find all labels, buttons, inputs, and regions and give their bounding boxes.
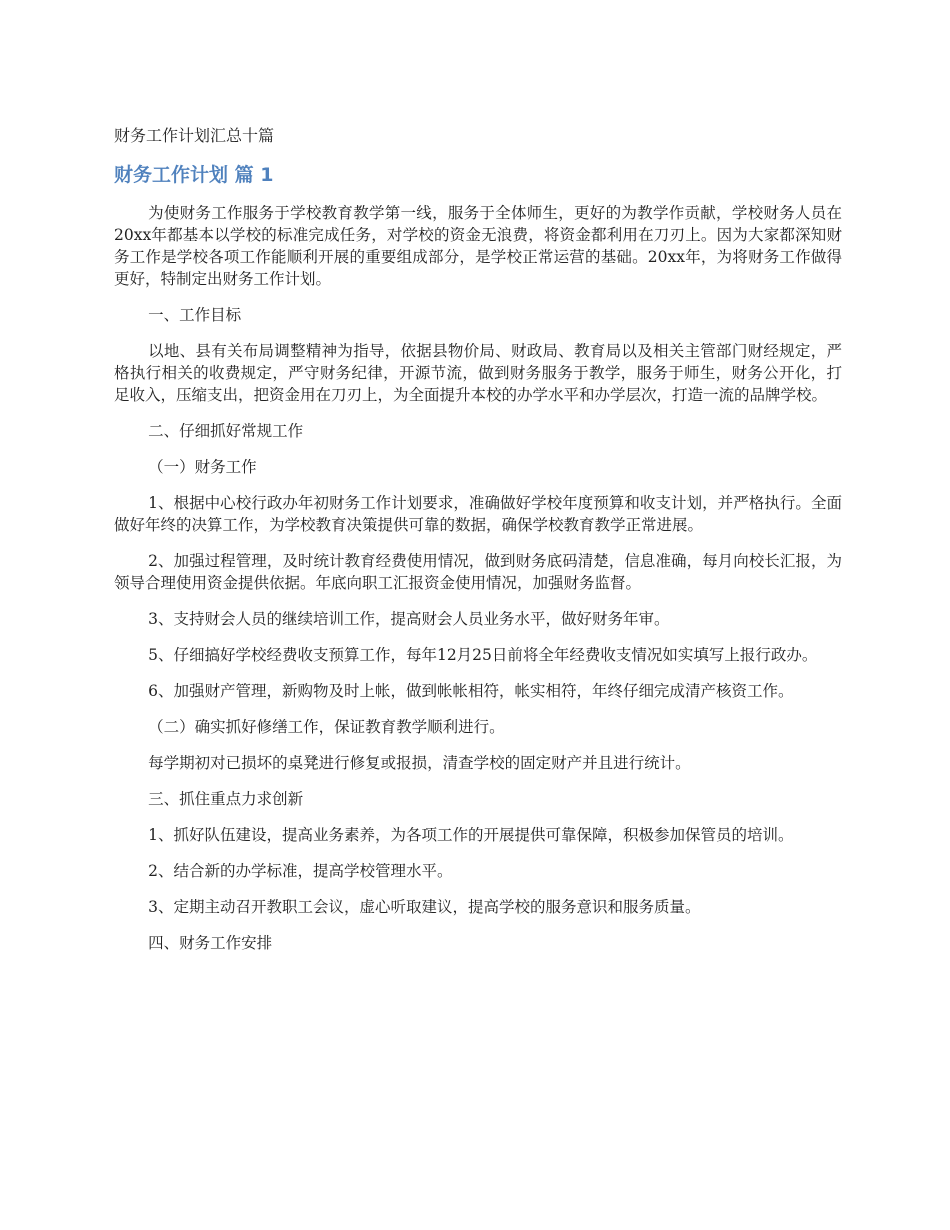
document-title: 财务工作计划汇总十篇 xyxy=(114,126,275,145)
paragraph-heading-innovation: 三、抓住重点力求创新 xyxy=(148,790,304,808)
paragraph-innovation-1: 1、抓好队伍建设，提高业务素养，为各项工作的开展提供可靠保障，积极参加保管员的培训。 xyxy=(148,826,794,844)
paragraph-innovation-3: 3、定期主动召开教职工会议，虚心听取建议，提高学校的服务意识和服务质量。 xyxy=(148,898,701,916)
paragraph-heading-routine: 二、仔细抓好常规工作 xyxy=(148,422,304,440)
paragraph-item-6: 6、加强财产管理，新购物及时上帐，做到帐帐相符，帐实相符，年终仔细完成清产核资工作。 xyxy=(148,682,794,700)
paragraph-item-2: 2、加强过程管理，及时统计教育经费使用情况，做到财务底码清楚，信息准确，每月向校长汇报，为领导合理使用资金提供依据。年底向职工汇报资金使用情况，加强财务监督。 xyxy=(114,552,842,592)
paragraph-subheading-repair: （二）确实抓好修缮工作，保证教育教学顺利进行。 xyxy=(148,718,505,736)
paragraph-subheading-finance: （一）财务工作 xyxy=(148,458,257,476)
paragraph-heading-arrangement: 四、财务工作安排 xyxy=(148,934,273,952)
paragraph-repair-body: 每学期初对已损坏的桌凳进行修复或报损，清查学校的固定财产并且进行统计。 xyxy=(148,754,691,772)
paragraph-item-3: 3、支持财会人员的继续培训工作，提高财会人员业务水平，做好财务年审。 xyxy=(148,610,670,628)
paragraph-innovation-2: 2、结合新的办学标准，提高学校管理水平。 xyxy=(148,862,453,880)
section-heading: 财务工作计划 篇 1 xyxy=(114,164,274,186)
document-body xyxy=(114,124,842,968)
paragraph-heading-goal: 一、工作目标 xyxy=(148,306,242,324)
paragraph-item-1: 1、根据中心校行政办年初财务工作计划要求，准确做好学校年度预算和收支计划，并严格执行。全面做好年终的决算工作，为学校教育决策提供可靠的数据，确保学校教育教学正常进展。 xyxy=(114,494,842,534)
paragraph-goal-body: 以地、县有关布局调整精神为指导，依据县物价局、财政局、教育局以及相关主管部门财经规定，严格执行相关的收费规定，严守财务纪律，开源节流，做到财务服务于教学，服务于师生，财务公开化，打足收入，压缩支出，把资金用在刀刃上，为全面提升本校的办学水平和办学层次，打造一流的品牌学校。 xyxy=(114,342,842,404)
paragraph-item-5: 5、仔细搞好学校经费收支预算工作，每年12月25日前将全年经费收支情况如实填写上报行政办。 xyxy=(148,646,818,664)
paragraph-intro: 为使财务工作服务于学校教育教学第一线，服务于全体师生，更好的为教学作贡献，学校财务人员在20xx年都基本以学校的标准完成任务，对学校的资金无浪费，将资金都利用在刀刃上。因为大家都深知财务工作是学校各项工作能顺利开展的重要组成部分，是学校正常运营的基础。20xx年，为将财务工作做得更好，特制定出财务工作计划。 xyxy=(114,204,842,288)
